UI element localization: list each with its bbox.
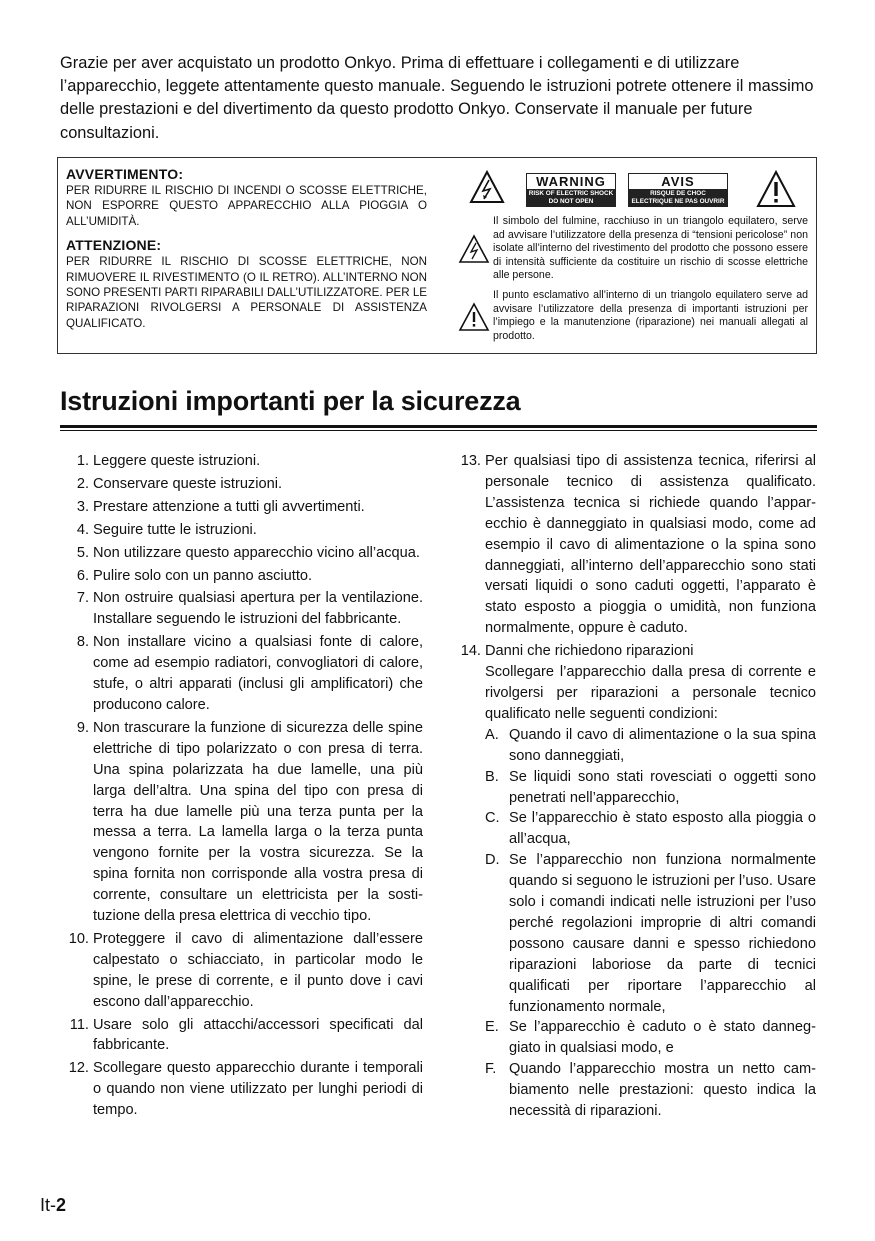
exclamation-description: Il punto esclamativo all’interno di un triangolo equilatero serve ad avvisare l’utilizzatore della presenza di importanti istruzioni per l’impiego e la manutenzione (riparazione) nei manuali allegati al prodotto. <box>493 289 808 342</box>
list-item: 4. Seguire tutte le istruzioni. <box>76 521 257 538</box>
section-title: Istruzioni importanti per la sicurezza <box>60 386 521 416</box>
title-rule-thin <box>60 430 817 431</box>
attenzione-text: PER RIDURRE IL RISCHIO DI SCOSSE ELETTRICHE, NON RIMUOVERE IL RIVESTIMENTO (O IL RETRO). ALL’INTERNO NON SONO PRESENTI PARTI RIPARABILI DALL’UTILIZZATORE. PER LE RIPARAZIONI RIVOLGERSI A PERSONALE DI ASSISTENZA QUALIFICATO. <box>66 255 428 330</box>
attenzione-heading: ATTENZIONE: <box>66 237 162 254</box>
list-item: 5. Non utilizzare questo apparecchio vicino all’acqua. <box>76 544 420 561</box>
exclamation-triangle-icon <box>756 170 796 208</box>
list-item: 11. Usare solo gli attacchi/accessori specificati dal fabbricante. <box>69 1016 423 1054</box>
list-item: 9. Non trascurare la funzione di sicurezza delle spine elettriche di tipo polarizzato o con presa di terra. Una spina polarizzata ha due lamelle, una più larga dell’altra. Una spina del tipo con presa di terra ha due lamelle più una terza punta per la messa a terra. La lamella larga o la terza punta vengono fornite per la vostra sicurezza. Se la spina fornita non corrisponde alla vostra presa di corrente, consultare un elettricista per la sostituzione della presa elettrica di vecchio tipo. <box>76 719 423 925</box>
list-item: 1. Leggere queste istruzioni. <box>76 453 261 469</box>
list-item: 13. Per qualsiasi tipo di assistenza tecnica, riferirsi al personale tecnico di assistenza qualificato. L’assistenza tecnica si richiede quando l’apparecchio è danneggiato in qualsiasi modo, come ad esempio il cavo di alimentazione o la spina sono danneggiati, all’interno dell’apparecchio sono stati versati liquidi o sono caduti oggetti, l’apparato è stato esposto a pioggia o umidità, non funziona normalmente, oppure è caduto. <box>460 453 816 637</box>
avvertimento-heading: AVVERTIMENTO: <box>66 166 184 182</box>
list-item: 12. Scollegare questo apparecchio durante i temporali o quando non viene utilizzato per lunghi periodi di tempo. <box>68 1060 423 1119</box>
left-column <box>60 451 423 1123</box>
lightning-triangle-icon <box>469 170 505 204</box>
list-item: 10. Proteggere il cavo di alimentazione dall’essere calpestato o schiacciato, in particolar modo le spine, le prese di corrente, e il punto dove i cavi escono dall’apparecchio. <box>68 930 423 1010</box>
list-item: 2. Conservare queste istruzioni. <box>76 475 282 492</box>
item14-heading: Danni che richiedono riparazioni <box>485 643 694 660</box>
sub-item: A. Quando il cavo di alimentazione o la sua spina sono danneggiati, <box>485 726 816 764</box>
list-item: 6. Pulire solo con un panno asciutto. <box>76 567 313 584</box>
list-item: 3. Prestare attenzione a tutti gli avvertimenti. <box>76 498 365 515</box>
item14-text: Scollegare l’apparecchio dalla presa di corrente e rivolgersi per riparazioni a personale tecnico qualificato nelle seguenti condizioni: <box>485 664 816 722</box>
right-column <box>452 451 816 1124</box>
avis-label: AVIS RISQUE DE CHOC ELECTRIQUE NE PAS OUVRIR <box>628 173 728 207</box>
warning-label: WARNING RISK OF ELECTRIC SHOCK DO NOT OPEN <box>526 173 616 207</box>
intro-paragraph: Grazie per aver acquistato un prodotto Onkyo. Prima di effettuare i collegamenti e di utilizzare l’apparecchio, leggete attentamente questo manuale. Seguendo le istruzioni potrete ottenere il massimo delle prestazioni e del divertimento da questo prodotto Onkyo. Conservate il manuale per future consultazioni. <box>60 54 814 142</box>
sub-item: C. Se l’apparecchio è stato esposto alla pioggia o all’acqua, <box>485 810 816 848</box>
warning-box <box>57 157 817 354</box>
list-item: 14. Danni che richiedono riparazioni Scollegare l’apparecchio dalla presa di corrente e rivolgersi per riparazioni a personale tecnico qualificato nelle seguenti condizioni: A. Quando il cavo di alimentazione o la sua spina sono danneggiati, B. Se liquidi sono stati rovesciati o oggetti sono penetrati nell’apparecchio, C. Se l’apparecchio è stato esposto alla pioggia o all’acqua, D. Se l’apparecchio non funziona normalmente quando si seguono le istruzioni per l’uso. Usare solo i comandi indicati nelle istruzioni per l’uso perché regolazioni improprie di altri comandi possono causare danni e spesso richiedono riparazioni laboriose da parte di tecnici qualificati per riportare l’apparecchio al funzionamento normale, E. Se l’apparecchio è caduto o è stato danneggiato in qualsiasi modo, e F. Quando l’apparecchio mostra un netto cambiamento nelle prestazioni: questo indica la necessità di riparazioni. <box>452 641 816 1122</box>
title-rule-thick <box>60 425 817 428</box>
sub-item: B. Se liquidi sono stati rovesciati o oggetti sono penetrati nell’apparecchio, <box>485 768 816 806</box>
list-item: 7. Non ostruire qualsiasi apertura per la ventilazione. Installare seguendo le istruzioni del fabbricante. <box>76 590 423 628</box>
warning-text-column <box>66 166 427 339</box>
sub-item: D. Se l’apparecchio non funziona normalmente quando si seguono le istruzioni per l’uso. Usare solo i comandi indicati nelle istruzioni per l’uso perché regolazioni improprie di altri comandi possono causare danni e spesso richiedono riparazioni laboriose da parte di tecnici qualificati per riportare l’apparecchio al funzionamento normale, <box>485 852 816 1015</box>
symbols-column <box>462 168 810 348</box>
sub-item: F. Quando l’apparecchio mostra un netto cambiamento nelle prestazioni: questo indica la necessità di riparazioni. <box>485 1061 816 1120</box>
avvertimento-text: PER RIDURRE IL RISCHIO DI INCENDI O SCOSSE ELETTRICHE, NON ESPORRE QUESTO APPARECCHIO ALLA PIOGGIA O ALL’UMIDITÀ. <box>66 184 427 228</box>
lightning-description: Il simbolo del fulmine, racchiuso in un triangolo equilatero, serve ad avvisare l’utilizzatore della presenza di “tensioni pericolose” non isolate all’interno del rivestimento del prodotto che possono essere di intensità sufficiente da costituire un rischio di scosse elettriche alle persone. <box>493 215 808 282</box>
exclamation-triangle-small-icon <box>458 302 490 332</box>
list-item: 8. Non installare vicino a qualsiasi fonte di calore, come ad esempio radiatori, convogliatori di calore, stufe, o altri apparati (inclusi gli amplificatori) che producono calore. <box>76 634 423 713</box>
lightning-triangle-small-icon <box>458 234 490 264</box>
sub-item: E. Se l’apparecchio è caduto o è stato danneggiato in qualsiasi modo, e <box>485 1019 816 1057</box>
page-number: It-2 <box>40 1195 67 1215</box>
